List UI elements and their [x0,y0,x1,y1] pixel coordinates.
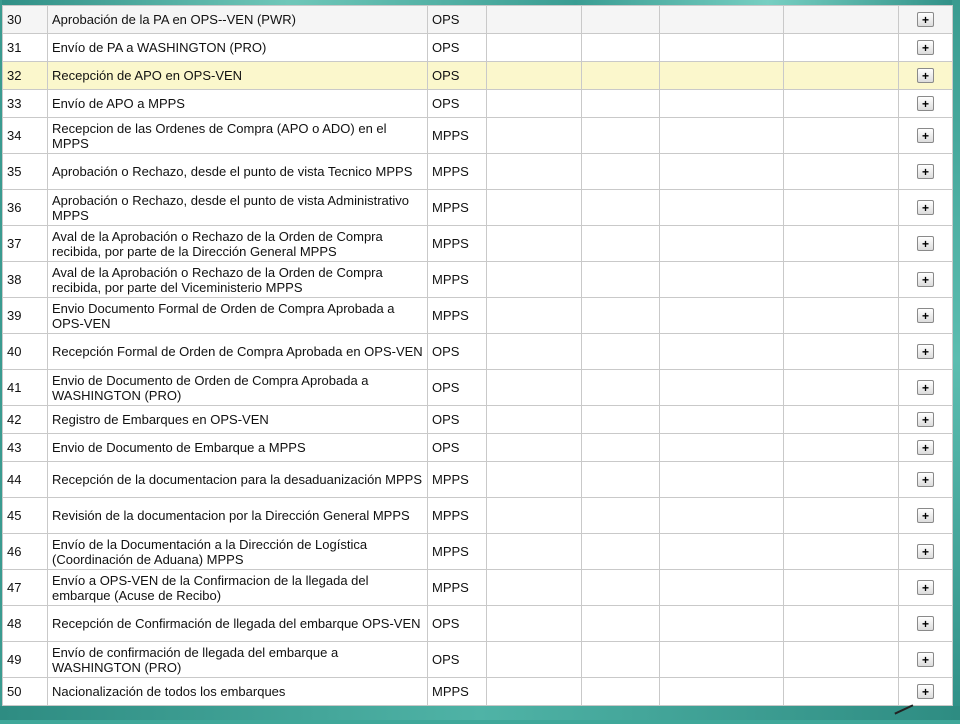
empty-cell [660,406,784,434]
responsible-entity: MPPS [428,190,487,226]
empty-cell [487,534,582,570]
responsible-entity: OPS [428,406,487,434]
add-button[interactable]: + [917,544,934,559]
empty-cell [784,462,899,498]
responsible-entity: OPS [428,90,487,118]
empty-cell [487,334,582,370]
empty-cell [582,606,660,642]
table-row [3,298,953,334]
empty-cell [582,370,660,406]
activity-description: Aval de la Aprobación o Rechazo de la Orden de Compra recibida, por parte del Viceministerio MPPS [48,262,428,298]
add-button[interactable]: + [917,380,934,395]
background-bottom [0,706,960,720]
background-right [952,0,960,720]
empty-cell [784,642,899,678]
add-cell [899,406,953,434]
empty-cell [784,6,899,34]
add-cell [899,462,953,498]
empty-cell [660,90,784,118]
row-number: 38 [3,262,48,298]
empty-cell [784,606,899,642]
add-button[interactable]: + [917,684,934,699]
activity-description: Aval de la Aprobación o Rechazo de la Orden de Compra recibida, por parte de la Dirección General MPPS [48,226,428,262]
activity-description: Aprobación de la PA en OPS--VEN (PWR) [48,6,428,34]
empty-cell [784,190,899,226]
empty-cell [582,462,660,498]
row-number: 39 [3,298,48,334]
empty-cell [660,642,784,678]
activity-description: Aprobación o Rechazo, desde el punto de vista Administrativo MPPS [48,190,428,226]
empty-cell [487,606,582,642]
row-number: 40 [3,334,48,370]
empty-cell [582,226,660,262]
empty-cell [660,226,784,262]
empty-cell [660,570,784,606]
table-row [3,226,953,262]
empty-cell [487,678,582,706]
row-number: 47 [3,570,48,606]
add-button[interactable]: + [917,200,934,215]
row-number: 30 [3,6,48,34]
add-button[interactable]: + [917,580,934,595]
add-button[interactable]: + [917,440,934,455]
empty-cell [487,262,582,298]
row-number: 35 [3,154,48,190]
empty-cell [487,498,582,534]
add-button[interactable]: + [917,652,934,667]
table-row [3,434,953,462]
empty-cell [784,226,899,262]
activity-description: Envío a OPS-VEN de la Confirmacion de la llegada del embarque (Acuse de Recibo) [48,570,428,606]
empty-cell [660,262,784,298]
row-number: 50 [3,678,48,706]
empty-cell [582,570,660,606]
table-row [3,406,953,434]
empty-cell [784,570,899,606]
add-cell [899,62,953,90]
empty-cell [582,154,660,190]
row-number: 46 [3,534,48,570]
activity-description: Recepción de APO en OPS-VEN [48,62,428,90]
empty-cell [582,62,660,90]
empty-cell [582,6,660,34]
table-row [3,498,953,534]
empty-cell [487,226,582,262]
table-row [3,678,953,706]
empty-cell [487,642,582,678]
empty-cell [660,62,784,90]
row-number: 32 [3,62,48,90]
responsible-entity: MPPS [428,534,487,570]
table-row [3,6,953,34]
empty-cell [784,498,899,534]
table-row [3,90,953,118]
row-number: 37 [3,226,48,262]
add-button[interactable]: + [917,96,934,111]
table-row [3,642,953,678]
add-button[interactable]: + [917,412,934,427]
table-row [3,606,953,642]
row-number: 34 [3,118,48,154]
table-row [3,34,953,62]
responsible-entity: MPPS [428,154,487,190]
empty-cell [582,498,660,534]
add-cell [899,642,953,678]
add-cell [899,226,953,262]
add-cell [899,34,953,62]
row-number: 48 [3,606,48,642]
empty-cell [660,298,784,334]
table-row [3,370,953,406]
responsible-entity: MPPS [428,462,487,498]
row-number: 42 [3,406,48,434]
empty-cell [582,534,660,570]
activity-description: Envío de confirmación de llegada del embarque a WASHINGTON (PRO) [48,642,428,678]
row-number: 33 [3,90,48,118]
empty-cell [784,62,899,90]
empty-cell [582,118,660,154]
empty-cell [660,606,784,642]
responsible-entity: OPS [428,606,487,642]
empty-cell [784,406,899,434]
activity-description: Nacionalización de todos los embarques [48,678,428,706]
empty-cell [660,370,784,406]
add-button[interactable]: + [917,12,934,27]
empty-cell [487,406,582,434]
activity-description: Recepción Formal de Orden de Compra Aprobada en OPS-VEN [48,334,428,370]
responsible-entity: MPPS [428,678,487,706]
add-button[interactable]: + [917,128,934,143]
empty-cell [784,678,899,706]
responsible-entity: MPPS [428,118,487,154]
add-button[interactable]: + [917,508,934,523]
empty-cell [487,434,582,462]
add-button[interactable]: + [917,472,934,487]
empty-cell [487,370,582,406]
activity-description: Recepcion de las Ordenes de Compra (APO o ADO) en el MPPS [48,118,428,154]
responsible-entity: OPS [428,34,487,62]
empty-cell [784,534,899,570]
add-button[interactable]: + [917,40,934,55]
row-number: 43 [3,434,48,462]
add-cell [899,298,953,334]
responsible-entity: MPPS [428,298,487,334]
table-row [3,62,953,90]
empty-cell [582,678,660,706]
empty-cell [784,298,899,334]
add-cell [899,534,953,570]
empty-cell [660,678,784,706]
empty-cell [582,262,660,298]
add-cell [899,90,953,118]
empty-cell [582,298,660,334]
empty-cell [784,118,899,154]
responsible-entity: OPS [428,642,487,678]
add-cell [899,498,953,534]
activity-description: Envío de la Documentación a la Dirección de Logística (Coordinación de Aduana) MPPS [48,534,428,570]
table-row [3,462,953,498]
empty-cell [784,154,899,190]
responsible-entity: MPPS [428,226,487,262]
empty-cell [784,434,899,462]
empty-cell [582,334,660,370]
empty-cell [784,34,899,62]
empty-cell [660,190,784,226]
empty-cell [660,118,784,154]
add-button[interactable]: + [917,308,934,323]
empty-cell [487,190,582,226]
empty-cell [660,6,784,34]
add-cell [899,434,953,462]
row-number: 45 [3,498,48,534]
activity-description: Aprobación o Rechazo, desde el punto de vista Tecnico MPPS [48,154,428,190]
add-cell [899,190,953,226]
add-button[interactable]: + [917,616,934,631]
add-button[interactable]: + [917,164,934,179]
add-cell [899,606,953,642]
activity-description: Envio de Documento de Orden de Compra Aprobada a WASHINGTON (PRO) [48,370,428,406]
row-number: 49 [3,642,48,678]
empty-cell [660,154,784,190]
empty-cell [660,498,784,534]
empty-cell [784,370,899,406]
activity-description: Envío de APO a MPPS [48,90,428,118]
empty-cell [660,462,784,498]
add-cell [899,370,953,406]
activity-description: Recepción de Confirmación de llegada del embarque OPS-VEN [48,606,428,642]
empty-cell [487,6,582,34]
empty-cell [582,434,660,462]
activity-description: Envio de Documento de Embarque a MPPS [48,434,428,462]
responsible-entity: OPS [428,62,487,90]
add-cell [899,118,953,154]
empty-cell [660,334,784,370]
empty-cell [582,90,660,118]
responsible-entity: MPPS [428,262,487,298]
empty-cell [487,34,582,62]
row-number: 44 [3,462,48,498]
responsible-entity: MPPS [428,498,487,534]
activity-description: Revisión de la documentacion por la Dirección General MPPS [48,498,428,534]
row-number: 41 [3,370,48,406]
activity-rows [3,6,953,706]
empty-cell [660,434,784,462]
empty-cell [487,118,582,154]
add-button[interactable]: + [917,272,934,287]
activity-table [2,5,953,706]
table-row [3,154,953,190]
responsible-entity: OPS [428,6,487,34]
add-cell [899,678,953,706]
empty-cell [487,570,582,606]
table-row [3,118,953,154]
empty-cell [784,262,899,298]
empty-cell [487,154,582,190]
add-cell [899,334,953,370]
add-button[interactable]: + [917,344,934,359]
responsible-entity: MPPS [428,570,487,606]
empty-cell [582,642,660,678]
activity-description: Envío de PA a WASHINGTON (PRO) [48,34,428,62]
empty-cell [487,62,582,90]
responsible-entity: OPS [428,434,487,462]
empty-cell [784,334,899,370]
activity-description: Registro de Embarques en OPS-VEN [48,406,428,434]
add-cell [899,6,953,34]
add-cell [899,570,953,606]
activity-description: Envio Documento Formal de Orden de Compra Aprobada a OPS-VEN [48,298,428,334]
add-cell [899,262,953,298]
activity-description: Recepción de la documentacion para la desaduanización MPPS [48,462,428,498]
empty-cell [660,34,784,62]
responsible-entity: OPS [428,334,487,370]
row-number: 36 [3,190,48,226]
add-cell [899,154,953,190]
empty-cell [487,90,582,118]
table-row [3,190,953,226]
empty-cell [582,34,660,62]
table-row [3,262,953,298]
responsible-entity: OPS [428,370,487,406]
empty-cell [487,462,582,498]
add-button[interactable]: + [917,68,934,83]
empty-cell [582,190,660,226]
table-row [3,570,953,606]
empty-cell [582,406,660,434]
empty-cell [487,298,582,334]
table-row [3,334,953,370]
row-number: 31 [3,34,48,62]
empty-cell [660,534,784,570]
empty-cell [784,90,899,118]
table-row [3,534,953,570]
add-button[interactable]: + [917,236,934,251]
